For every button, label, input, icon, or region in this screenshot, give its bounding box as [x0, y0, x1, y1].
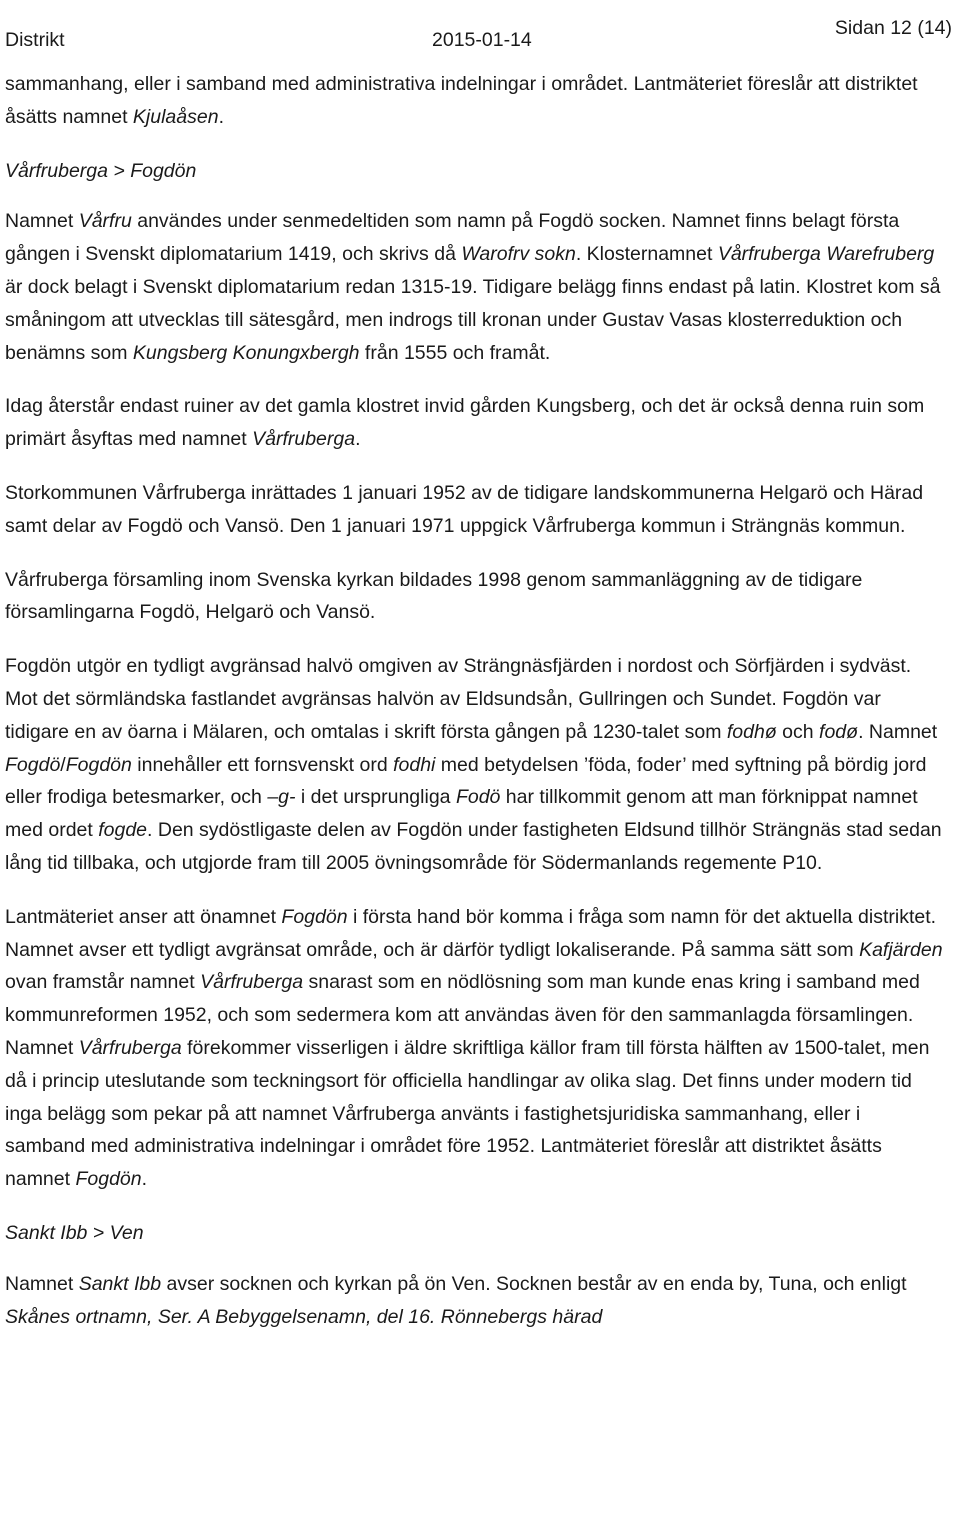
text: . [355, 428, 361, 451]
paragraph-kjulaasen-conclusion [5, 68, 945, 134]
italic-name: fodhi [393, 753, 436, 776]
italic-name: Vårfru [78, 210, 132, 233]
text: förekommer visserligen i äldre skriftliga källor fram till första hälften av 1500-talet, men då i princip uteslutande som teckningsort för officiella handlingar av olika slag. Det finns under modern tid inga belägg som pekar på att namnet Vårfruberga använts i fastighetsjuridiska sammanhang, eller i samband med administrativa indelningar i området före 1952. Lantmäteriet föreslår att distriktet åsätts namnet [5, 1036, 930, 1191]
italic-name: Fogdön [65, 753, 132, 776]
italic-name: Kafjärden [859, 938, 943, 961]
text: . Den sydöstligaste delen av Fogdön under fastigheten Eldsund tillhör Strängnäs stad sedan lång tid tillbaka, och utgjorde fram till 2005 övningsområde för Södermanlands regemente P10. [5, 819, 942, 874]
text: Lantmäteriet anser att önamnet [5, 905, 282, 928]
text: med betydelsen ’föda, foder’ med syftning på bördig jord eller frodiga betesmarker, och [5, 753, 927, 809]
paragraph-storkommun: Storkommunen Vårfruberga inrättades 1 januari 1952 av de tidigare landskommunerna Helgarö och Härad samt delar av Fogdö och Vansö. Den 1 januari 1971 uppgick Vårfruberga kommun i Strängnäs kommun. [5, 481, 924, 537]
section-heading-sankt-ibb [5, 1217, 945, 1250]
text: ovan framstår namnet [5, 971, 201, 994]
text: i första hand bör komma i fråga som namn för det aktuella distriktet. Namnet avser ett tydligt avgränsat område, och är därför tydligt lokaliserande. På samma sätt som [5, 905, 937, 961]
text: i det ursprungliga [295, 786, 456, 809]
text: innehåller ett fornsvenskt ord [131, 753, 394, 776]
italic-name: Vårfruberga [252, 428, 356, 451]
text: är dock belagt i Svenskt diplomatarium redan 1315-19. Tidigare belägg finns endast på latin. Klostret kom så småningom att utvecklas till sätesgård, men indrogs till kronan under Gustav Vasas klosterreduktion och benämns som [5, 275, 941, 364]
section-heading-varfruberga [5, 155, 945, 188]
italic-name: fodhø [726, 720, 777, 743]
italic-name: Vårfruberga [200, 971, 304, 994]
text: och [776, 720, 820, 743]
italic-name: Kjulaåsen [132, 105, 219, 128]
paragraph-fogdon-geography [5, 650, 945, 880]
italic-name: Skånes ortnamn, Ser. A Bebyggelsenamn, del 16. Rönnebergs härad [5, 1305, 603, 1328]
heading-text: Vårfruberga > Fogdön [5, 159, 197, 182]
text: sammanhang, eller i samband med administrativa indelningar i området. Lantmäteriet föreslår att distriktet åsätts namnet [5, 73, 918, 128]
paragraph-ruins [5, 390, 945, 456]
italic-name: Kungsberg [132, 341, 228, 364]
text: Namnet [5, 210, 79, 233]
text: . [141, 1168, 148, 1191]
italic-name: Fodö [455, 786, 501, 809]
paragraph-sankt-ibb [5, 1268, 945, 1334]
italic-name: –g- [267, 786, 296, 809]
text: användes under senmedeltiden som namn på Fogdö socken. Namnet finns belagt första gången i Svenskt diplomatarium 1419, och skrivs då [5, 210, 900, 266]
text: snarast som en nödlösning som man kunde enas kring i samband med kommunreformen 1952, och som sedermera kom att användas även för den sammanlagda församlingen. Namnet [5, 971, 920, 1059]
document-body [5, 68, 945, 1354]
text: har tillkommit genom att man förknippat namnet med ordet [5, 786, 918, 842]
italic-name: fogde [98, 819, 148, 842]
italic-name: Fogdön [75, 1168, 142, 1191]
text: / [60, 753, 66, 776]
text: avser socknen och kyrkan på ön Ven. Socknen består av en enda by, Tuna, och enligt [161, 1272, 907, 1295]
header-date: 2015-01-14 [432, 29, 532, 51]
text: Namnet [5, 1272, 79, 1295]
italic-name: Fogdö [5, 753, 61, 776]
italic-name: fodø [819, 720, 859, 743]
text: Fogdön utgör en tydligt avgränsad halvö omgiven av Strängnäsfjärden i nordost och Sörfjärden i sydväst. Mot det sörmländska fastlandet avgränsas halvön av Eldsundsån, Gullringen och Sundet. Fogdön var tidigare en av öarna i Mälaren, och omtalas i skrift första gången på 1230-talet som [5, 655, 912, 743]
italic-name: Warofrv sokn [461, 243, 576, 266]
italic-name: Vårfruberga [78, 1036, 182, 1059]
paragraph-varfruberga-history [5, 205, 945, 369]
text: . Namnet [858, 720, 938, 743]
paragraph-forsamling: Vårfruberga församling inom Svenska kyrkan bildades 1998 genom sammanläggning av de tidigare församlingarna Fogdö, Helgarö och Vansö. [5, 568, 863, 624]
italic-name: Warefruberg [826, 243, 935, 266]
italic-name: Konungxbergh [232, 341, 360, 364]
text: från 1555 och framåt. [359, 341, 551, 364]
header-section-label: Distrikt [5, 29, 65, 51]
italic-name: Vårfruberga [717, 243, 821, 266]
page-number: Sidan 12 (14) [834, 17, 952, 39]
paragraph-fogdon-proposal [5, 901, 945, 1196]
italic-name: Fogdön [281, 905, 348, 928]
text: . [218, 105, 224, 128]
text: Idag återstår endast ruiner av det gamla klostret invid gården Kungsberg, och det är också denna ruin som primärt åsyftas med namnet [5, 395, 925, 451]
heading-text: Sankt Ibb > Ven [5, 1221, 144, 1244]
page-header [5, 17, 952, 58]
text: . Klosternamnet [575, 243, 718, 266]
italic-name: Sankt Ibb [78, 1272, 162, 1295]
